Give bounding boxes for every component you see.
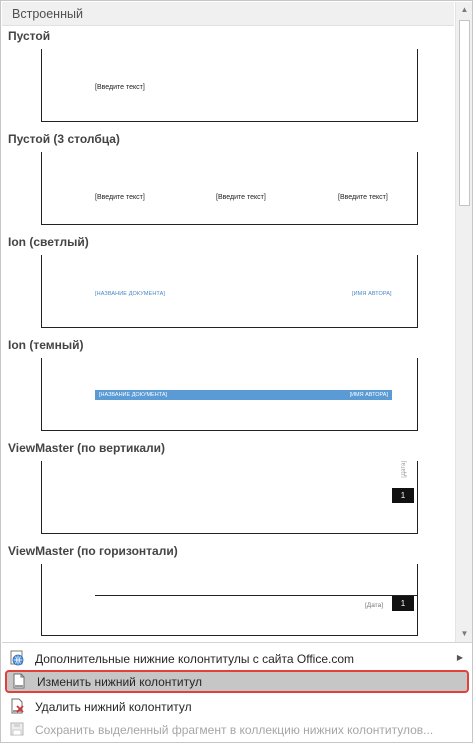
gallery-scrollbar[interactable] [455,2,472,642]
edit-footer-icon [11,673,27,689]
gallery-item-ion-dark[interactable] [41,358,418,431]
gallery-item-title: Ion (светлый) [8,235,89,249]
menu-item-label: Сохранить выделенный фрагмент в коллекцию нижних колонтитулов... [35,723,434,737]
scroll-down-arrow-icon[interactable]: ▼ [460,629,469,638]
gallery-item-viewmaster-vertical[interactable] [41,461,418,534]
gallery-item-title: ViewMaster (по вертикали) [8,441,166,455]
placeholder-text-left: [Введите текст] [95,194,145,201]
document-title-placeholder: [НАЗВАНИЕ ДОКУМЕНТА] [95,291,166,297]
page-number-box: 1 [392,488,414,503]
placeholder-text: [Введите текст] [95,84,145,91]
menu-item-label: Удалить нижний колонтитул [35,700,192,714]
gallery-item-viewmaster-horizontal[interactable] [41,564,418,636]
date-placeholder: [Дата] [365,602,384,609]
author-name-placeholder: [ИМЯ АВТОРА] [352,291,392,297]
author-name-placeholder: [ИМЯ АВТОРА] [349,392,388,398]
page-number-box: 1 [392,596,414,611]
placeholder-text-center: [Введите текст] [216,194,266,201]
footer-gallery [2,27,454,641]
menu-item-save-selection[interactable] [2,718,472,741]
scroll-up-arrow-icon[interactable]: ▲ [460,5,469,14]
menu-item-edit-footer[interactable] [5,670,469,693]
submenu-arrow-icon: ▶ [456,653,463,662]
gallery-item-title: ViewMaster (по горизонтали) [8,544,178,558]
divider-line [95,595,417,596]
gallery-item-ion-light[interactable] [41,255,418,328]
ion-dark-bar [95,390,392,400]
gallery-item-title: Пустой [8,29,51,43]
remove-footer-icon [9,698,25,714]
section-header-builtin: Встроенный [2,2,454,26]
gallery-item-title: Ion (темный) [8,338,84,352]
placeholder-text-right: [Введите текст] [338,194,388,201]
office-web-icon [9,650,25,666]
save-to-gallery-icon [9,721,25,737]
gallery-item-title: Пустой (3 столбца) [8,132,120,146]
menu-item-label: Дополнительные нижние колонтитулы с сайта Office.com [35,652,354,666]
menu-item-label: Изменить нижний колонтитул [37,675,202,689]
document-title-placeholder: [НАЗВАНИЕ ДОКУМЕНТА] [99,392,168,398]
footer-menu [2,642,472,743]
menu-item-more-footers[interactable] [2,647,472,670]
scroll-thumb[interactable] [459,20,470,206]
menu-item-remove-footer[interactable] [2,695,472,718]
gallery-item-blank-3-columns[interactable] [41,152,418,225]
gallery-item-blank[interactable] [41,49,418,122]
date-placeholder: [Дата] [401,461,407,478]
